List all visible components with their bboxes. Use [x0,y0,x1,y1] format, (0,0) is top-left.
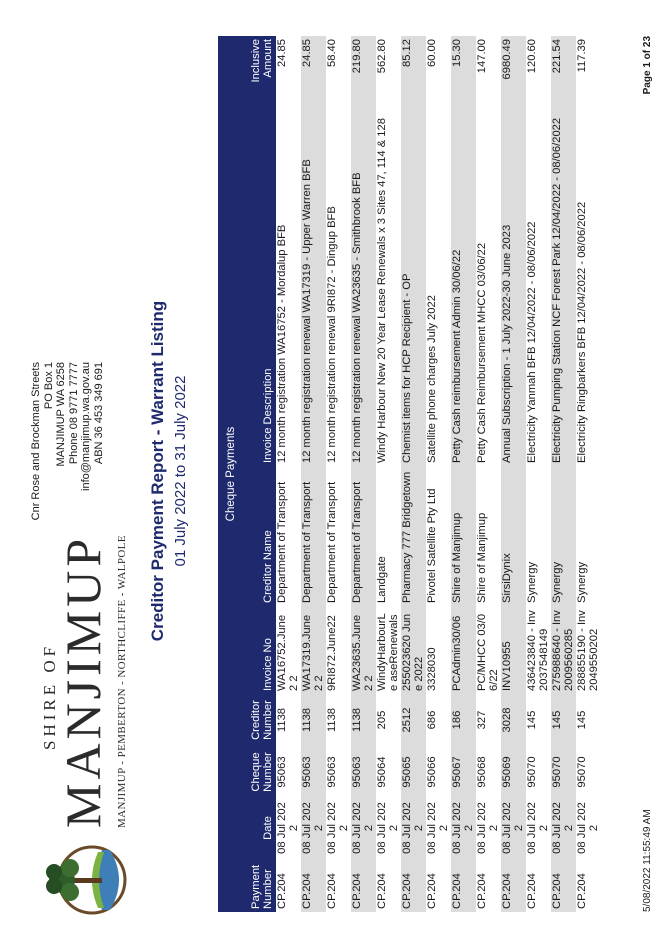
cell-date: 08 Jul 2022 [576,802,600,854]
cell-amount: 24.85 [276,39,288,67]
cell-description: Satellite phone charges July 2022 [426,295,438,463]
address-line: info@manjimup.wa.gov.au [80,362,92,491]
cell-creditor: Department of Transport [301,466,326,606]
cell-invoice: 255023620 June 2022 [401,606,426,694]
cell-payment: CP.204 [376,873,388,909]
cell-invoice: 436423840 - Inv 2037548149 [526,610,550,691]
cell-description: Petty Cash reimbursement Admin 30/06/22 [451,98,476,466]
cell-creditor: Shire of Manjimup [451,466,476,606]
cell-creditor: Department of Transport [276,481,288,603]
logo-tagline: MANJIMUP - PEMBERTON - NORTHCLIFFE - WALPOLE [116,535,128,828]
cell-creditor-number: 145 [526,710,538,730]
cell-description: 12 month registration renewal WA17319 - Upper Warren BFB [301,98,326,466]
cell-date: 08 Jul 2022 [526,802,550,854]
cell-payment: CP.204 [551,858,576,912]
cell-invoice: PCAdmin30/06 [451,606,476,694]
cell-payment: CP.204 [301,858,326,912]
cell-cheque: 95070 [551,746,576,798]
cell-description: 12 month registration renewal 9RI872 - Dingup BFB [326,206,338,463]
cell-creditor: SirsiDynix [501,466,526,606]
cell-creditor-number: 1138 [351,694,376,746]
cell-creditor: Pivotel Satellite Pty Ltd [426,488,438,603]
cell-cheque: 95064 [376,756,388,788]
cell-description: Chemist items for HCP Recipient - OP [401,98,426,466]
cell-description: 12 month registration renewal WA23635 - Smithbrook BFB [351,98,376,466]
header-inclusive-amount: Inclusive Amount [244,36,276,98]
cell-date: 08 Jul 2022 [276,802,300,854]
address-line: ABN 36 453 349 691 [92,362,105,465]
table-row [551,36,576,912]
cell-invoice: 9RI872.June22 [326,615,338,691]
cell-amount: 6980.49 [501,36,526,98]
table-row [426,36,451,912]
cell-date: 08 Jul 2022 [351,798,376,858]
cell-invoice: 288855190 - Inv 2049550202 [576,610,600,691]
cell-creditor-number: 145 [551,694,576,746]
cell-amount: 117.39 [576,39,588,73]
table-row [526,36,551,912]
address-line: PO Box 1 [42,362,55,410]
cell-invoice: WindyHarbourLe aseRenewals [376,613,400,691]
shire-logo [30,536,142,916]
report-subtitle: 01 July 2022 to 31 July 2022 [172,375,189,567]
cell-payment: CP.204 [476,873,488,909]
cell-creditor: Department of Transport [351,466,376,606]
cell-amount: 15.30 [451,36,476,98]
cell-amount: 24.85 [301,36,326,98]
cell-payment: CP.204 [451,858,476,912]
cell-cheque: 95063 [301,746,326,798]
report-timestamp: 5/08/2022 11:55:49 AM [642,809,653,912]
cell-amount: 219.80 [351,36,376,98]
header-invoice-no: Invoice No [244,606,276,694]
table-row [476,36,501,912]
cell-payment: CP.204 [426,873,438,909]
cell-cheque: 95067 [451,746,476,798]
cell-cheque: 95063 [276,756,288,788]
cell-cheque: 95065 [401,746,426,798]
cell-invoice: WA17319.June2 2 [301,606,326,694]
cell-date: 08 Jul 2022 [326,802,350,854]
payments-table [218,36,601,912]
cell-date: 08 Jul 2022 [376,802,400,854]
table-row [501,36,526,912]
header-creditor-number: Creditor Number [244,694,276,746]
cell-invoice: WA23635.June2 2 [351,606,376,694]
cell-amount: 85.12 [401,36,426,98]
cell-creditor-number: 145 [576,710,588,730]
cell-creditor: Shire of Manjimup [476,512,488,603]
table-row [326,36,351,912]
table-row [576,36,601,912]
cell-cheque: 95070 [526,756,538,788]
cell-date: 08 Jul 2022 [476,802,500,854]
cell-creditor-number: 205 [376,710,388,730]
table-row [301,36,326,912]
cell-payment: CP.204 [501,858,526,912]
cell-description: Electricity Pumping Station NCF Forest Park 12/04/2022 - 08/06/2022 [551,98,576,466]
cell-description: Electricity Yanmah BFB 12/04/2022 - 08/06/2022 [526,221,538,463]
header-payment-number: Payment Number [244,858,276,912]
cell-creditor-number: 327 [476,710,488,730]
cell-invoice: 3328030 [426,647,438,691]
cell-amount: 120.60 [526,39,538,74]
header-date: Date [244,798,276,858]
cell-payment: CP.204 [351,858,376,912]
cell-date: 08 Jul 2022 [426,802,450,854]
table-row [376,36,401,912]
address-line: Phone 08 9771 7777 [67,362,80,465]
cell-description: 12 month registration WA16752 - Mordalup BFB [276,224,288,463]
cell-amount: 58.40 [326,39,338,67]
cell-invoice: INV10955 [501,606,526,694]
cell-description: Electricity Ringbarkers BFB 12/04/2022 - 08/06/2022 [576,201,588,463]
cell-amount: 562.80 [376,39,388,74]
cell-description: Annual Subscription - 1 July 2022-30 June 2023 [501,98,526,466]
cell-creditor: Pharmacy 777 Bridgetown [401,466,426,606]
cell-date: 08 Jul 2022 [501,798,526,858]
cell-cheque: 95066 [426,756,438,788]
cell-creditor-number: 686 [426,710,438,730]
cell-creditor: Landgate [376,556,388,603]
page-number: Page 1 of 23 [642,36,653,95]
cell-cheque: 95069 [501,746,526,798]
table-row [451,36,476,912]
cell-cheque: 95068 [476,756,488,788]
cell-payment: CP.204 [326,873,338,909]
cell-payment: CP.204 [576,873,588,909]
table-row [351,36,376,912]
cell-invoice: 275988640 - Inv 2009560285 [551,606,576,694]
cell-description: Windy Harbour New 20 Year Lease Renewals x 3 Sites 47, 114 & 128 [376,118,388,463]
cell-description: Petty Cash Reimbursement MHCC 03/06/22 [476,242,488,463]
header-invoice-description: Invoice Description [244,98,276,466]
shire-address [30,362,105,562]
table-row [276,36,301,912]
table-row [401,36,426,912]
cell-creditor: Synergy [576,561,588,603]
cell-amount: 221.54 [551,36,576,98]
logo-shire-text: SHIRE OF [40,642,59,750]
logo-name-text: MANJIMUP [55,534,111,828]
cell-cheque: 95063 [326,756,338,788]
cell-creditor-number: 1138 [276,707,288,733]
cell-creditor-number: 2512 [401,694,426,746]
cell-creditor: Synergy [551,466,576,606]
cell-creditor-number: 186 [451,694,476,746]
report-title: Creditor Payment Report - Warrant Listing [148,300,167,642]
cell-creditor-number: 1138 [301,694,326,746]
cell-creditor-number: 3028 [501,694,526,746]
cell-creditor: Synergy [526,561,538,603]
cell-date: 08 Jul 2022 [551,798,576,858]
cell-amount: 60.00 [426,39,438,67]
cell-amount: 147.00 [476,39,488,74]
address-line: Cnr Rose and Brockman Streets [30,362,42,521]
tree-emblem-icon [40,844,130,916]
cell-date: 08 Jul 2022 [401,798,426,858]
cell-invoice: PC/MHCC 03/06/22 [476,613,500,691]
section-heading: Cheque Payments [218,36,244,912]
header-cheque-number: Cheque Number [244,746,276,798]
cell-creditor: Department of Transport [326,481,338,603]
cell-payment: CP.204 [526,873,538,909]
cell-cheque: 95070 [576,756,588,788]
header-creditor-name: Creditor Name [244,466,276,606]
cell-invoice: WA16752.June2 2 [276,614,300,691]
cell-creditor-number: 1138 [326,707,338,733]
cell-payment: CP.204 [401,858,426,912]
cell-date: 08 Jul 2022 [301,798,326,858]
address-line: MANJIMUP WA 6258 [55,362,67,467]
cell-date: 08 Jul 2022 [451,798,476,858]
cell-payment: CP.204 [276,873,288,909]
cell-cheque: 95063 [351,746,376,798]
